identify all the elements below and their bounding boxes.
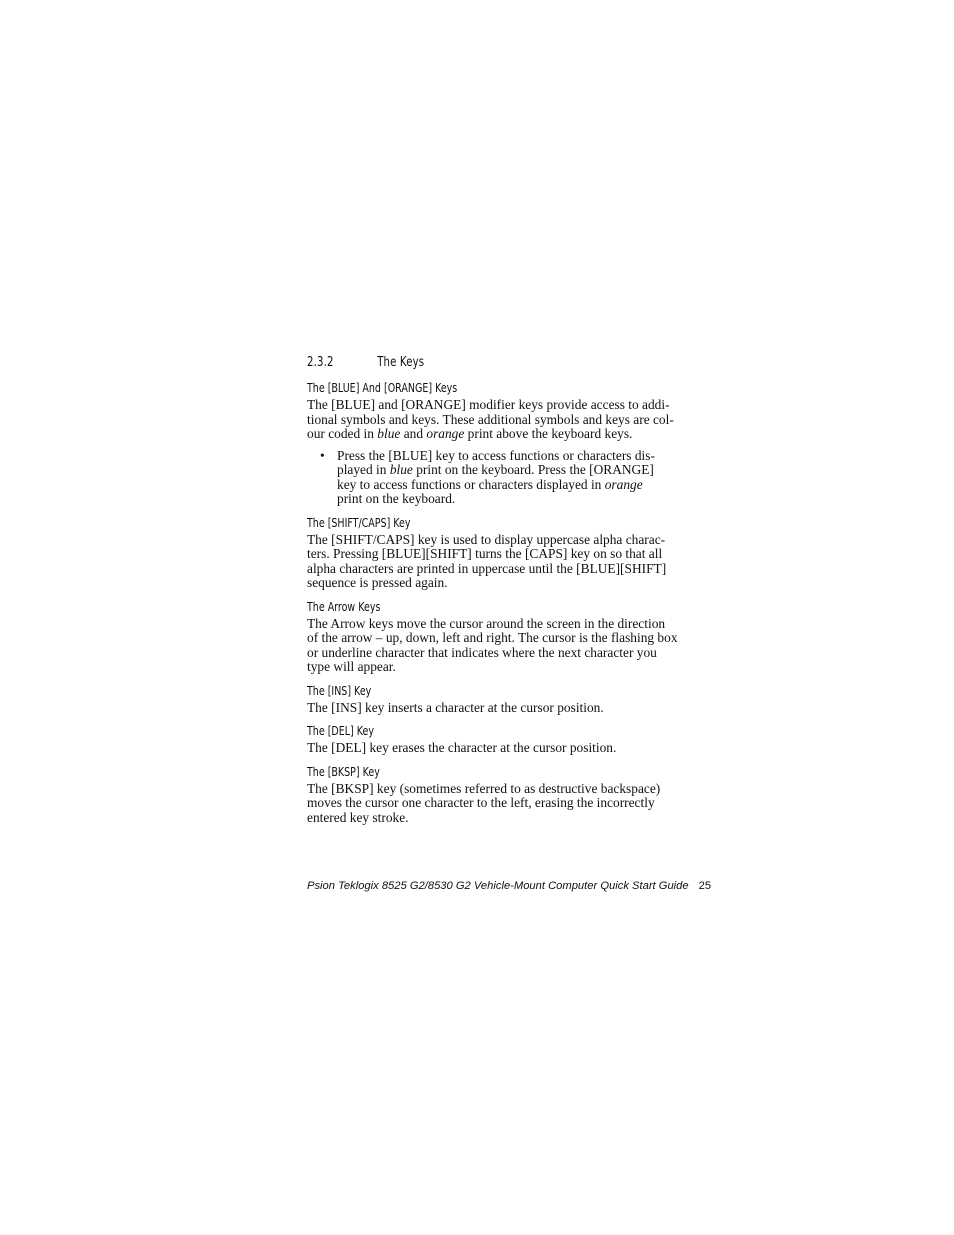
- italic-word-blue: blue: [377, 426, 401, 441]
- page-body: [307, 355, 687, 833]
- text-fragment: our coded in: [307, 426, 378, 441]
- section-number: 2.3.2: [307, 355, 334, 370]
- arrow-keys-heading: The Arrow Keys: [307, 598, 381, 614]
- text-line: alpha characters are printed in uppercase until the [BLUE][SHIFT]: [307, 560, 667, 576]
- shift-caps-heading: The [SHIFT/CAPS] Key: [307, 514, 411, 530]
- italic-word-orange: orange: [604, 476, 643, 492]
- italic-word-blue: blue: [389, 462, 413, 477]
- text-fragment: played in: [337, 462, 390, 477]
- text-fragment: and: [400, 426, 427, 441]
- text-line: type will appear.: [307, 659, 396, 674]
- text-line: The [DEL] key erases the character at the cursor position.: [307, 740, 617, 755]
- text-line: or underline character that indicates where the next character you: [307, 644, 657, 660]
- page-number: 25: [698, 880, 712, 892]
- shift-caps-paragraph: [307, 533, 687, 591]
- section-heading: [307, 355, 603, 370]
- text-line: moves the cursor one character to the left, erasing the incorrectly: [307, 795, 655, 810]
- text-line: The [BKSP] key (sometimes referred to as destructive backspace): [307, 780, 661, 796]
- text-line: tional symbols and keys. These additional symbols and keys are col-: [307, 411, 674, 427]
- text-line: [307, 427, 687, 442]
- page-footer: [307, 880, 712, 892]
- text-fragment: print on the keyboard. Press the [ORANGE]: [412, 462, 654, 477]
- blue-orange-paragraph: [307, 398, 687, 442]
- del-key-paragraph: [307, 741, 687, 756]
- text-line: [337, 463, 687, 478]
- bullet-item: [307, 449, 687, 507]
- text-fragment: key to access functions or characters displayed in: [337, 476, 605, 492]
- bullet-icon: •: [320, 447, 325, 463]
- text-line: Press the [BLUE] key to access functions or characters dis-: [337, 447, 655, 463]
- text-line: The [SHIFT/CAPS] key is used to display uppercase alpha charac-: [307, 531, 666, 547]
- text-line: of the arrow – up, down, left and right. The cursor is the flashing box: [307, 630, 678, 645]
- section-title: The Keys: [377, 355, 425, 370]
- blue-orange-heading: The [BLUE] And [ORANGE] Keys: [307, 380, 458, 395]
- text-line: The [BLUE] and [ORANGE] modifier keys provide access to addi-: [307, 397, 670, 412]
- italic-word-orange: orange: [426, 426, 465, 441]
- ins-key-paragraph: [307, 701, 687, 716]
- text-line: print on the keyboard.: [337, 491, 456, 506]
- ins-key-heading: The [INS] Key: [307, 682, 372, 698]
- text-line: The Arrow keys move the cursor around the screen in the direction: [307, 615, 666, 631]
- text-line: sequence is pressed again.: [307, 575, 448, 590]
- footer-title: Psion Teklogix 8525 G2/8530 G2 Vehicle-Mount Computer Quick Start Guide: [307, 880, 689, 892]
- text-line: ters. Pressing [BLUE][SHIFT] turns the [CAPS] key on so that all: [307, 546, 663, 561]
- arrow-keys-paragraph: [307, 617, 687, 675]
- text-line: entered key stroke.: [307, 809, 409, 825]
- text-line: The [INS] key inserts a character at the cursor position.: [307, 699, 604, 715]
- bksp-key-heading: The [BKSP] Key: [307, 763, 380, 779]
- text-fragment: print above the keyboard keys.: [464, 426, 633, 441]
- del-key-heading: The [DEL] Key: [307, 723, 374, 738]
- text-line: [337, 478, 687, 493]
- bksp-key-paragraph: [307, 782, 687, 826]
